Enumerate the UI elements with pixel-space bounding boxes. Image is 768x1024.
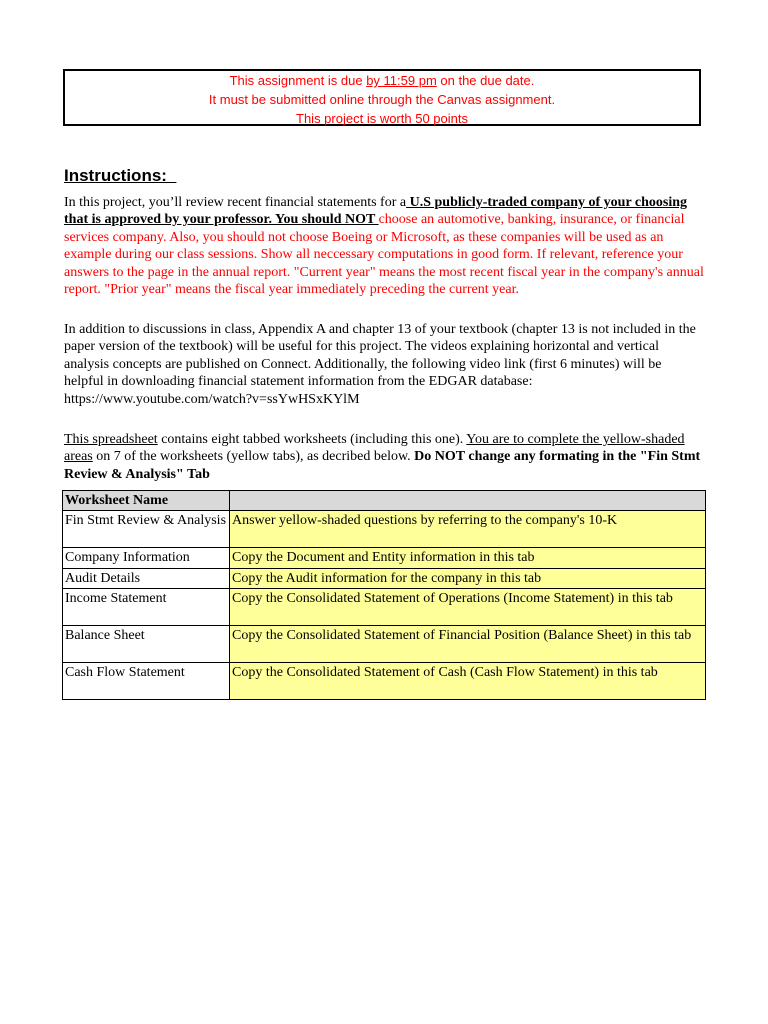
worksheet-table bbox=[62, 490, 706, 700]
worksheet-name-header: Worksheet Name bbox=[63, 491, 230, 511]
p1-red: choose an automotive, banking, insurance, or financial services company. Also, you should not choose Boeing or Microsoft, as these companies will be used as an example during our class sessions. Show all neccessary computations in good form. If relevant, reference your answers to the page in the annual report. "Current year" means the most recent fiscal year in the company's annual report. "Prior year" means the fiscal year immediately preceding the current year. bbox=[64, 212, 704, 298]
notice-line-2: It must be submitted online through the Canvas assignment. bbox=[208, 92, 556, 107]
worksheet-name-cell: Income Statement bbox=[63, 589, 230, 626]
worksheet-desc-cell: Copy the Document and Entity information in this tab bbox=[230, 548, 706, 568]
notice-line-1-post: on the due date. bbox=[436, 73, 535, 88]
p3-a: This spreadsheet bbox=[64, 432, 158, 447]
table-row bbox=[63, 511, 706, 548]
p1-bold: U.S publicly-traded company of your choosing that is approved by your professor. You should NOT bbox=[64, 195, 688, 228]
notice-line-3: This project is worth 50 points bbox=[296, 111, 468, 126]
p3-e: Do NOT change any formating in the "Fin Stmt Review & Analysis" Tab bbox=[64, 449, 701, 482]
instructions-paragraph-1 bbox=[64, 194, 704, 298]
instructions-paragraph-2 bbox=[64, 321, 704, 408]
worksheet-desc-cell: Copy the Consolidated Statement of Cash (Cash Flow Statement) in this tab bbox=[230, 663, 706, 700]
table-header-row bbox=[63, 491, 706, 511]
description-header bbox=[230, 491, 706, 511]
worksheet-name-cell: Fin Stmt Review & Analysis bbox=[63, 511, 230, 548]
notice-line-1 bbox=[65, 71, 699, 90]
worksheet-desc-cell: Answer yellow-shaded questions by referring to the company's 10-K bbox=[230, 511, 706, 548]
instructions-paragraph-3 bbox=[64, 431, 704, 483]
worksheet-name-cell: Cash Flow Statement bbox=[63, 663, 230, 700]
worksheet-name-cell: Audit Details bbox=[63, 568, 230, 588]
p3-c: You are to complete the yellow-shaded areas bbox=[64, 432, 685, 465]
due-date-notice bbox=[63, 69, 701, 126]
table-row bbox=[63, 568, 706, 588]
worksheet-desc-cell: Copy the Consolidated Statement of Financial Position (Balance Sheet) in this tab bbox=[230, 626, 706, 663]
p1-intro: In this project, you’ll review recent financial statements for a bbox=[64, 195, 407, 210]
table-row bbox=[63, 626, 706, 663]
p3-b: contains eight tabbed worksheets (including this one). bbox=[157, 432, 467, 447]
worksheet-name-cell: Balance Sheet bbox=[63, 626, 230, 663]
notice-line-1-pre: This assignment is due bbox=[229, 73, 367, 88]
p2-text: In addition to discussions in class, Appendix A and chapter 13 of your textbook (chapter 13 is not included in the paper version of the textbook) will be useful for this project. The videos explaining horizontal and vertical analysis concepts are published on Connect. Additionally, the following video link (first 6 minutes) will be helpful in downloading financial statement information from the EDGAR database: https://www.youtube.com/watch?v=ssYwHSxKYlM bbox=[64, 322, 696, 407]
p3-d: on 7 of the worksheets (yellow tabs), as decribed below. bbox=[92, 449, 415, 465]
worksheet-desc-cell: Copy the Consolidated Statement of Operations (Income Statement) in this tab bbox=[230, 589, 706, 626]
instructions-heading: Instructions: bbox=[64, 166, 177, 185]
table-row bbox=[63, 663, 706, 700]
table-row bbox=[63, 548, 706, 568]
notice-deadline: by 11:59 pm bbox=[366, 73, 437, 88]
table-row bbox=[63, 589, 706, 626]
worksheet-name-cell: Company Information bbox=[63, 548, 230, 568]
worksheet-desc-cell: Copy the Audit information for the company in this tab bbox=[230, 568, 706, 588]
